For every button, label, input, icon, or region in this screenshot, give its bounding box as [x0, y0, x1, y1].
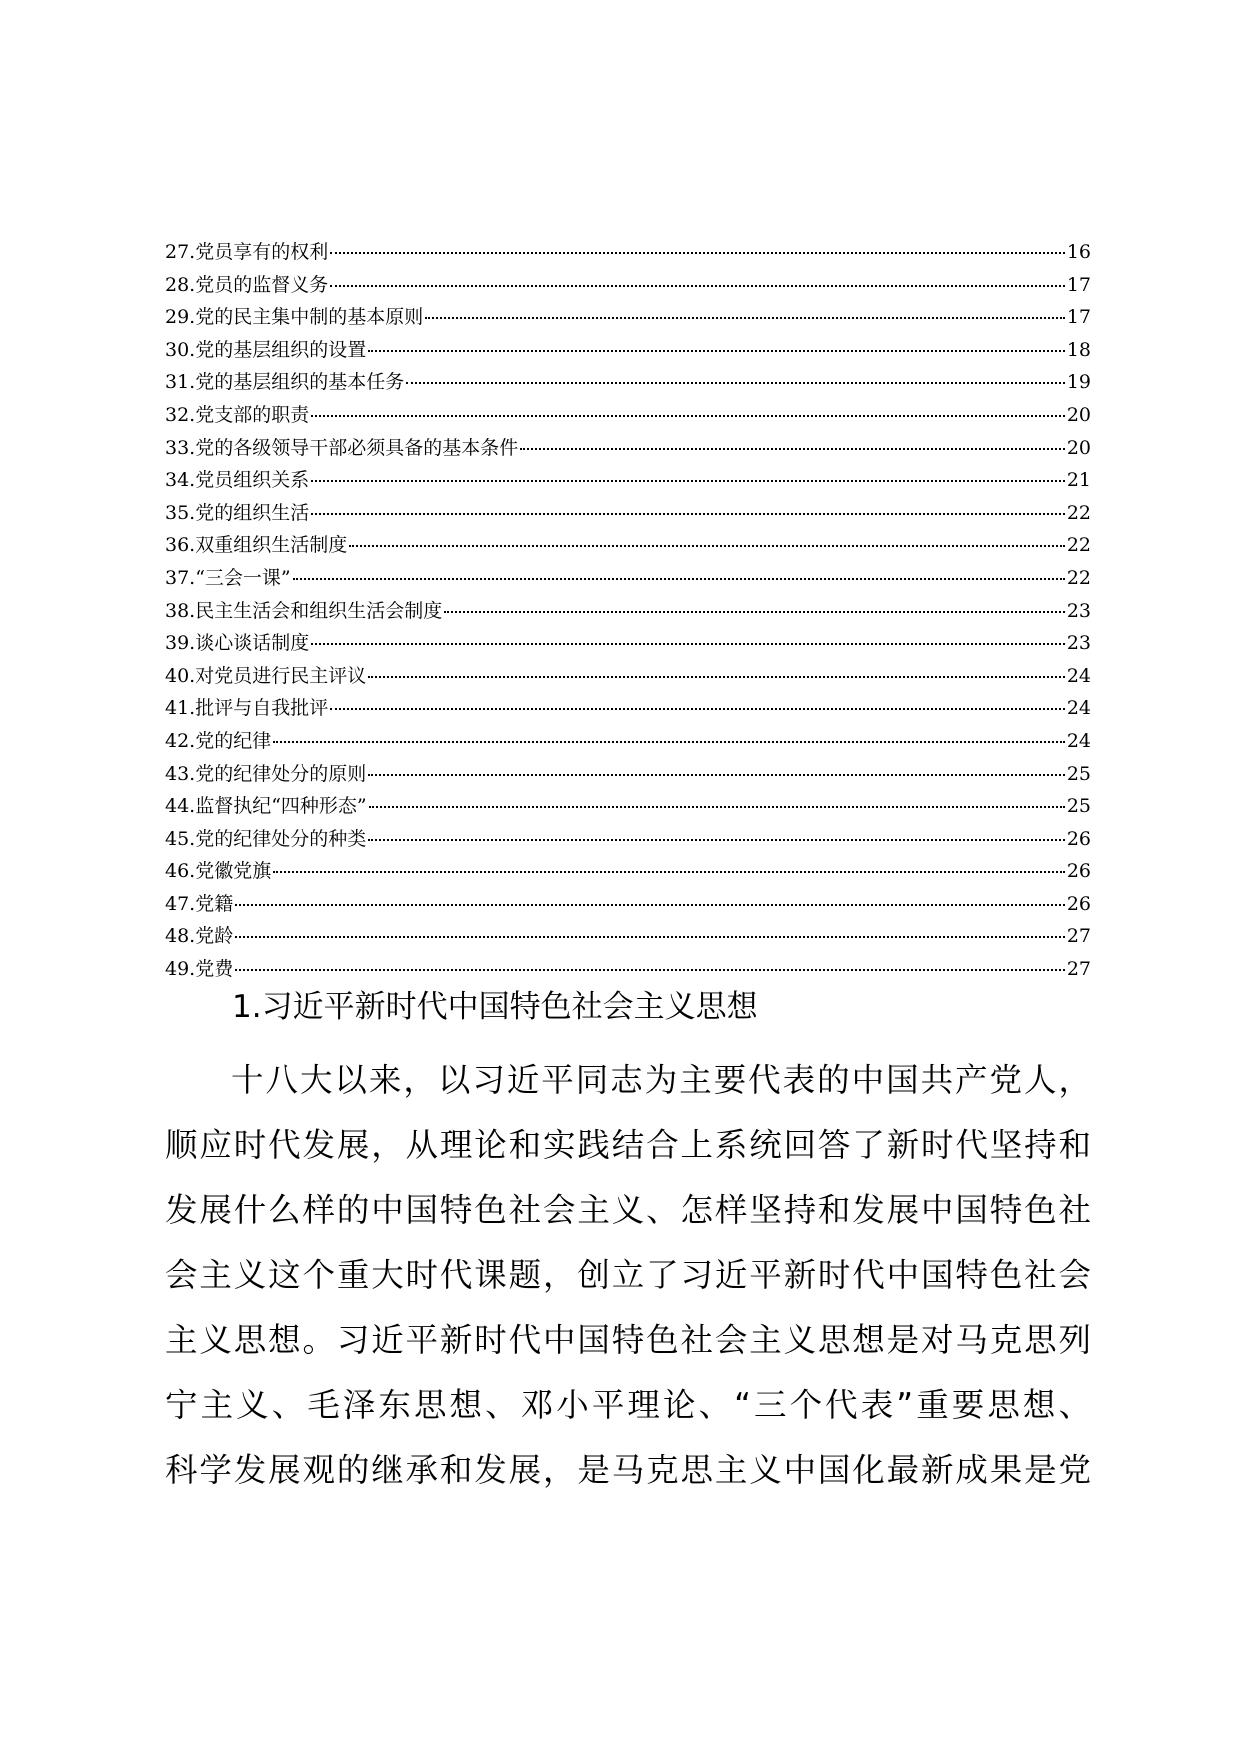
toc-entry[interactable]	[165, 366, 1091, 399]
toc-entry-page: 17	[1066, 273, 1091, 296]
toc-leader-dots	[368, 835, 1065, 841]
toc-leader-dots	[235, 965, 1065, 971]
toc-entry[interactable]	[165, 269, 1091, 302]
toc-entry[interactable]	[165, 790, 1091, 823]
toc-entry-label: 48.党龄	[165, 925, 234, 948]
toc-entry-page: 23	[1066, 599, 1091, 622]
toc-entry-label: 28.党员的监督义务	[165, 273, 329, 296]
toc-entry-label: 32.党支部的职责	[165, 403, 310, 426]
toc-leader-dots	[444, 607, 1065, 613]
toc-leader-dots	[406, 378, 1065, 384]
toc-entry-label: 41.批评与自我批评	[165, 697, 329, 720]
toc-entry-page: 22	[1066, 534, 1091, 557]
toc-leader-dots	[330, 248, 1065, 254]
toc-entry-page: 26	[1066, 827, 1091, 850]
toc-entry-label: 43.党的纪律处分的原则	[165, 762, 367, 785]
body-line: 主义思想。习近平新时代中国特色社会主义思想是对马克思列	[165, 1321, 1091, 1359]
toc-entry[interactable]	[165, 236, 1091, 269]
toc-entry[interactable]	[165, 725, 1091, 758]
toc-entry-page: 18	[1066, 338, 1091, 361]
toc-entry-label: 37.“三会一课”	[165, 566, 291, 589]
toc-entry[interactable]	[165, 562, 1091, 595]
toc-entry-page: 25	[1066, 762, 1091, 785]
toc-entry-label: 45.党的纪律处分的种类	[165, 827, 367, 850]
toc-entry-page: 21	[1066, 469, 1091, 492]
toc-leader-dots	[330, 704, 1065, 710]
toc-leader-dots	[349, 541, 1065, 547]
section-heading: 1.习近平新时代中国特色社会主义思想	[232, 989, 758, 1025]
toc-entry-page: 27	[1066, 925, 1091, 948]
body-line: 会主义这个重大时代课题，创立了习近平新时代中国特色社会	[165, 1256, 1091, 1294]
toc-entry-label: 34.党员组织关系	[165, 469, 310, 492]
toc-entry-label: 46.党徽党旗	[165, 860, 272, 883]
table-of-contents	[165, 236, 1091, 986]
toc-entry-label: 29.党的民主集中制的基本原则	[165, 306, 424, 329]
toc-entry-page: 26	[1066, 860, 1091, 883]
toc-entry-label: 39.谈心谈话制度	[165, 632, 310, 655]
body-line: 十八大以来，以习近平同志为主要代表的中国共产党人，	[231, 1061, 1091, 1099]
toc-entry-page: 23	[1066, 632, 1091, 655]
toc-leader-dots	[311, 509, 1065, 515]
toc-entry-label: 42.党的纪律	[165, 729, 272, 752]
toc-leader-dots	[311, 639, 1065, 645]
toc-leader-dots	[330, 281, 1065, 287]
toc-entry-label: 40.对党员进行民主评议	[165, 664, 367, 687]
toc-entry-page: 16	[1066, 241, 1091, 263]
toc-leader-dots	[369, 802, 1065, 808]
toc-leader-dots	[273, 867, 1065, 873]
toc-entry-label: 30.党的基层组织的设置	[165, 338, 367, 361]
toc-entry-label: 49.党费	[165, 958, 234, 981]
toc-entry-page: 22	[1066, 501, 1091, 524]
toc-leader-dots	[311, 476, 1065, 482]
toc-entry-page: 24	[1066, 697, 1091, 720]
toc-entry-page: 20	[1066, 436, 1091, 459]
toc-leader-dots	[425, 313, 1065, 319]
body-line: 发展什么样的中国特色社会主义、怎样坚持和发展中国特色社	[165, 1191, 1091, 1229]
toc-entry-label: 31.党的基层组织的基本任务	[165, 371, 405, 394]
toc-entry-label: 35.党的组织生活	[165, 501, 310, 524]
body-line: 顺应时代发展，从理论和实践结合上系统回答了新时代坚持和	[165, 1126, 1091, 1164]
toc-leader-dots	[368, 672, 1065, 678]
toc-leader-dots	[520, 444, 1065, 450]
toc-leader-dots	[293, 574, 1065, 580]
toc-entry-page: 20	[1066, 403, 1091, 426]
toc-entry[interactable]	[165, 888, 1091, 921]
body-line: 科学发展观的继承和发展，是马克思主义中国化最新成果是党	[165, 1451, 1091, 1489]
toc-leader-dots	[311, 411, 1065, 417]
toc-entry[interactable]	[165, 823, 1091, 856]
toc-entry[interactable]	[165, 497, 1091, 530]
toc-entry-label: 27.党员享有的权利	[165, 241, 329, 263]
toc-leader-dots	[235, 900, 1065, 906]
toc-entry-page: 24	[1066, 729, 1091, 752]
toc-entry-page: 25	[1066, 795, 1091, 818]
toc-entry-page: 19	[1066, 371, 1091, 394]
toc-entry-page: 17	[1066, 306, 1091, 329]
toc-entry-label: 47.党籍	[165, 892, 234, 915]
toc-leader-dots	[368, 346, 1065, 352]
toc-entry[interactable]	[165, 953, 1091, 986]
toc-entry-page: 27	[1066, 958, 1091, 981]
toc-entry-page: 24	[1066, 664, 1091, 687]
toc-entry[interactable]	[165, 399, 1091, 432]
toc-entry-page: 22	[1066, 566, 1091, 589]
body-line: 宁主义、毛泽东思想、邓小平理论、“三个代表”重要思想、	[165, 1386, 1091, 1424]
toc-entry-label: 33.党的各级领导干部必须具备的基本条件	[165, 436, 519, 459]
toc-entry[interactable]	[165, 758, 1091, 791]
toc-entry-label: 44.监督执纪“四种形态”	[165, 795, 367, 818]
toc-entry[interactable]	[165, 464, 1091, 497]
toc-entry[interactable]	[165, 529, 1091, 562]
toc-entry[interactable]	[165, 855, 1091, 888]
toc-entry-label: 36.双重组织生活制度	[165, 534, 348, 557]
toc-leader-dots	[368, 770, 1065, 776]
toc-leader-dots	[235, 932, 1065, 938]
toc-entry-page: 26	[1066, 892, 1091, 915]
toc-entry[interactable]	[165, 692, 1091, 725]
toc-entry[interactable]	[165, 595, 1091, 628]
toc-leader-dots	[273, 737, 1065, 743]
section-body	[165, 1048, 1091, 1503]
toc-entry[interactable]	[165, 432, 1091, 465]
toc-entry[interactable]	[165, 334, 1091, 367]
toc-entry[interactable]	[165, 920, 1091, 953]
toc-entry[interactable]	[165, 301, 1091, 334]
toc-entry[interactable]	[165, 660, 1091, 693]
toc-entry[interactable]	[165, 627, 1091, 660]
toc-entry-label: 38.民主生活会和组织生活会制度	[165, 599, 443, 622]
